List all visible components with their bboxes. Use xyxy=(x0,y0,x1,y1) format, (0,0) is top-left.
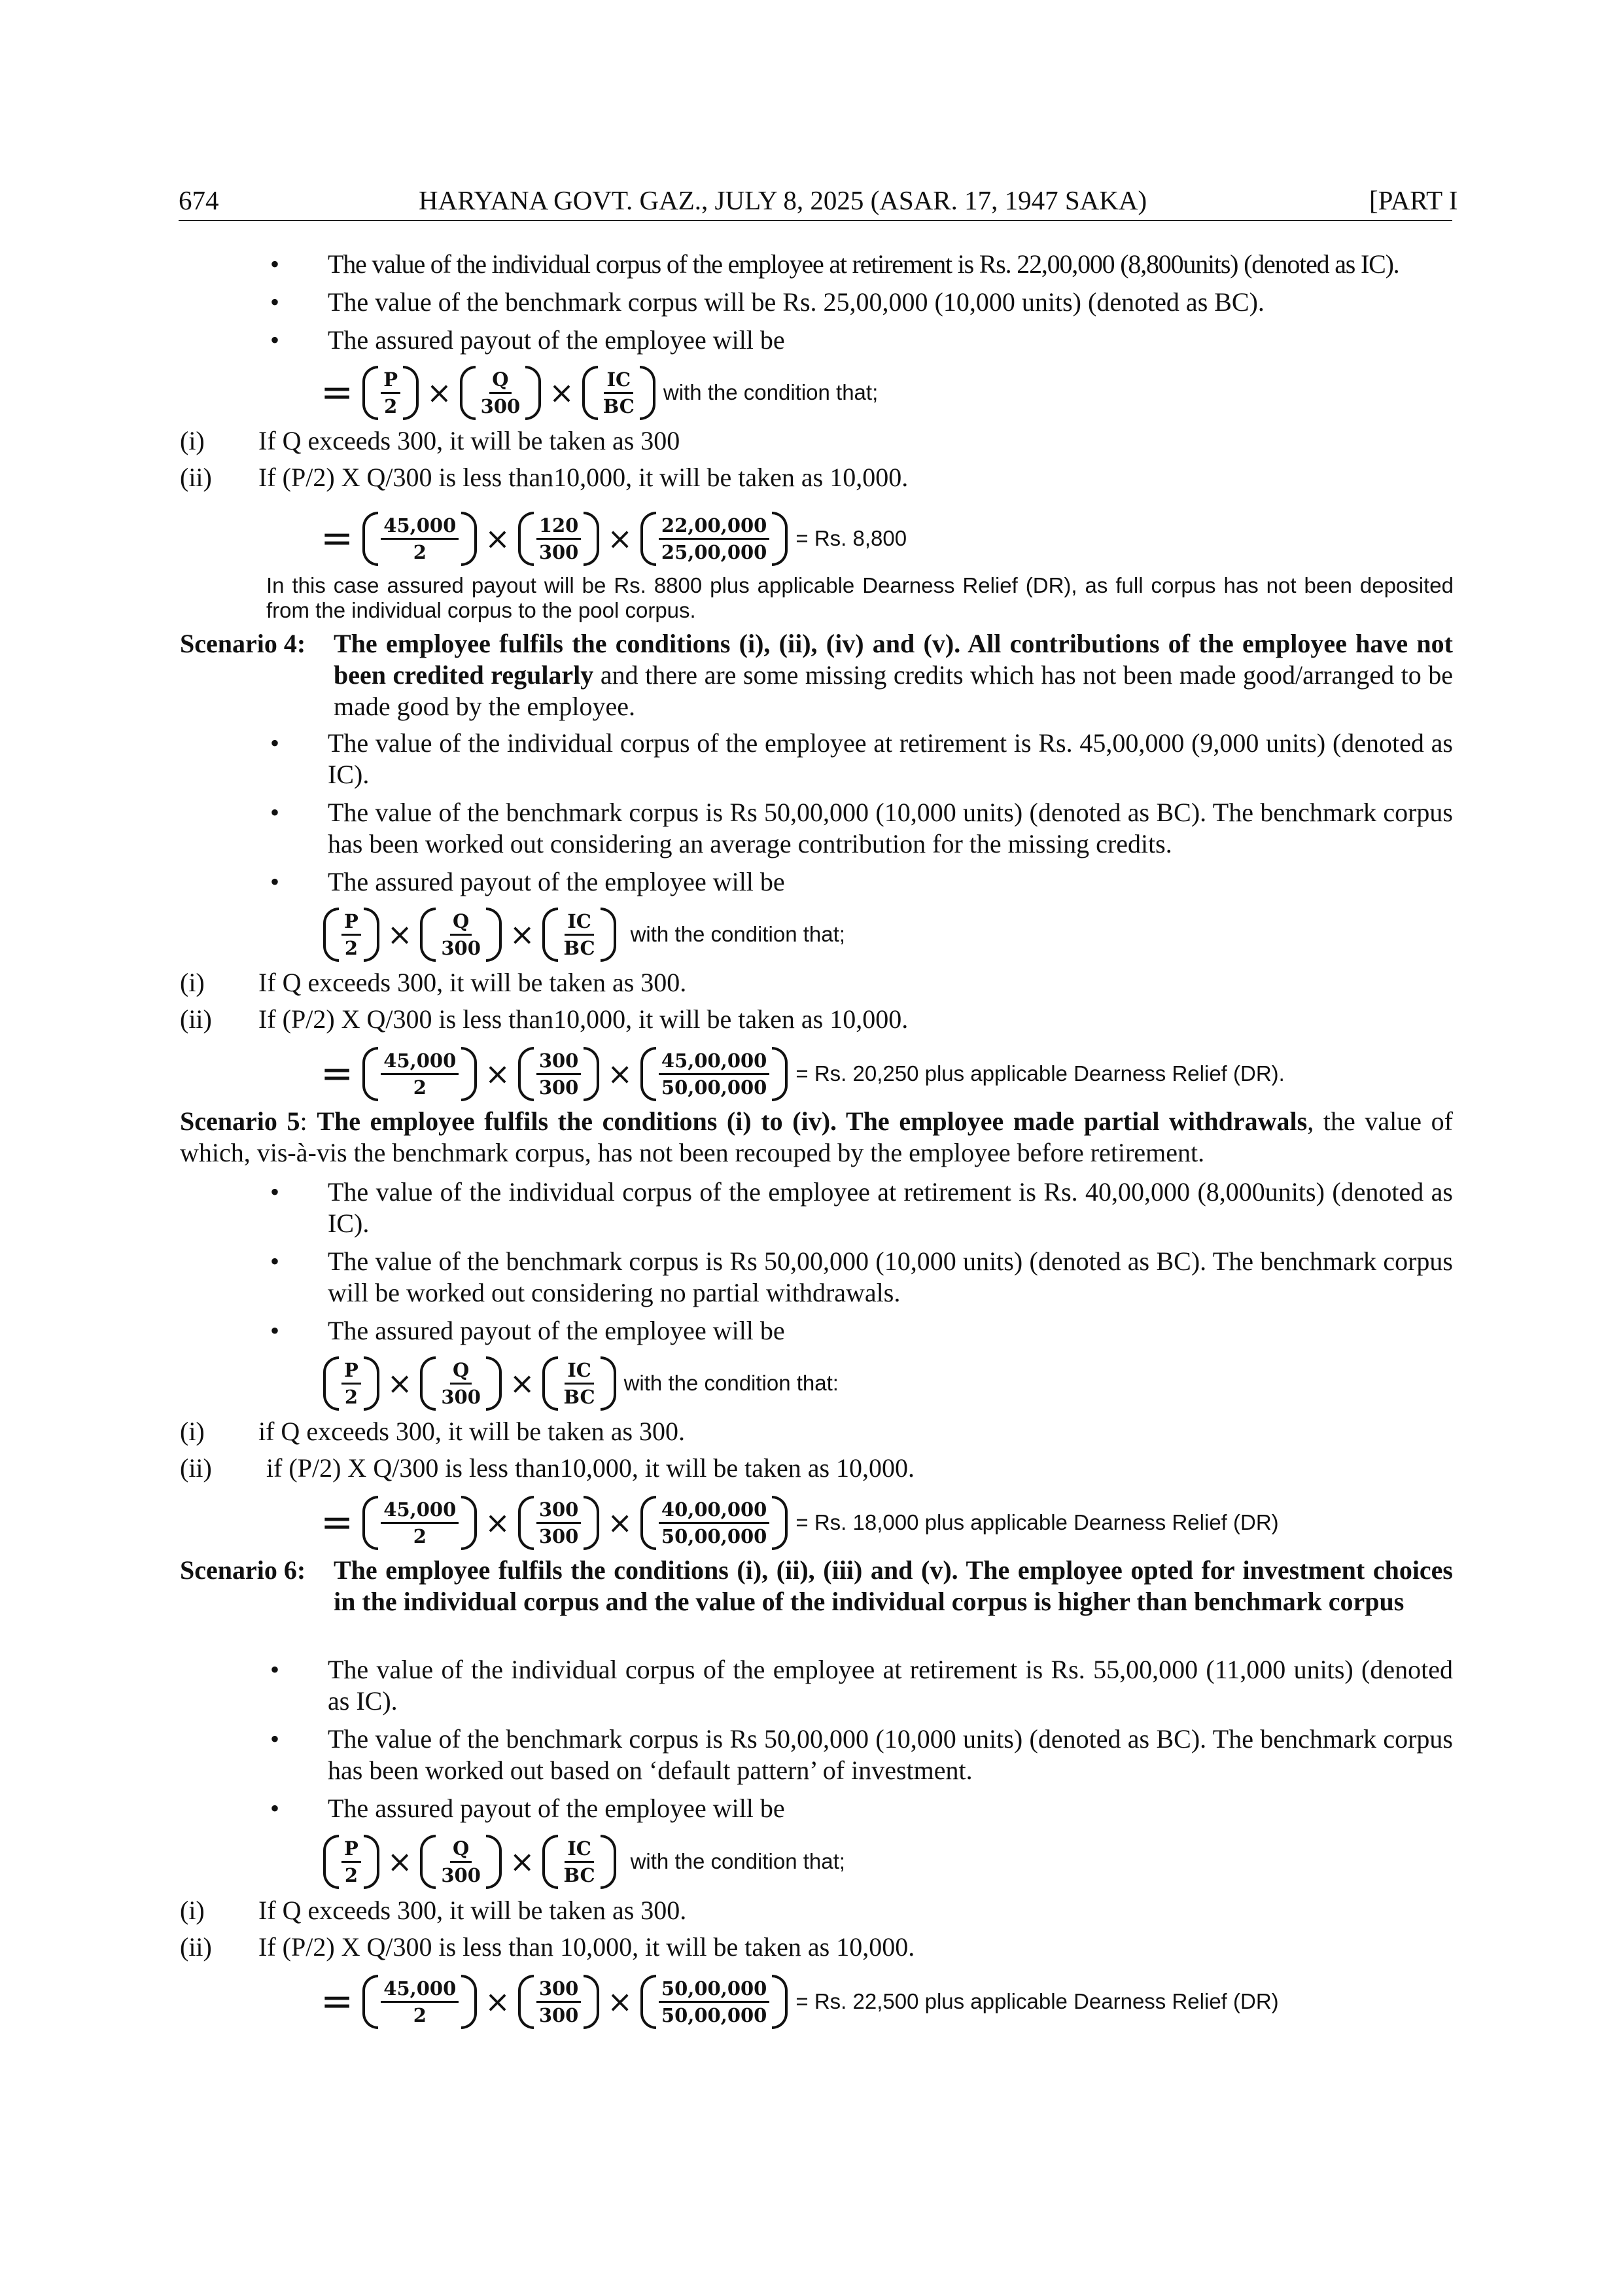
scenario-6-heading: The employee fulfils the conditions (i), (ii), (iii) and (v). The employee opted for investment choices in the individual corpus and the value of the individual corpus is higher than benchmark corpus xyxy=(334,1555,1453,1616)
roman-i: (i) xyxy=(180,426,205,455)
bullet: • xyxy=(270,1793,279,1823)
s5-formula-worked: = $\frac{45,000}{2}$ × $\frac{300}{300}$ × $\frac{40,00,000}{50,00,000}$ = Rs. 18,000 plus applicable Dearness Relief (DR) xyxy=(321,1487,1279,1559)
s3-bullet-ic: The value of the individual corpus of the employee at retirement is Rs. 22,00,000 (8,800units) (denoted as IC). xyxy=(328,249,1399,279)
bullet: • xyxy=(270,1655,279,1684)
roman-i: (i) xyxy=(180,1417,205,1446)
bullet: • xyxy=(270,1246,279,1276)
scenario-5-heading: Scenario 5: The employee fulfils the conditions (i) to (iv). The employee made partial withdrawals, the value of which, vis-à-vis the benchmark corpus, has not been recouped by the employee before retirement. xyxy=(180,1106,1454,1167)
equals-sign: = xyxy=(321,370,354,415)
s6-formula-worked: = $\frac{45,000}{2}$ × $\frac{300}{300}$ × $\frac{50,00,000}{50,00,000}$ = Rs. 22,500 plus applicable Dearness Relief (DR) xyxy=(321,1966,1279,2038)
s3-condition-i: If Q exceeds 300, it will be taken as 300 xyxy=(258,426,680,455)
roman-ii: (ii) xyxy=(180,1453,212,1483)
page-number: 674 xyxy=(179,185,219,215)
s6-bullet-bc: The value of the benchmark corpus is Rs 50,00,000 (10,000 units) (denoted as BC). The benchmark corpus has been worked out based on ‘default pattern’ of investment. xyxy=(328,1724,1453,1785)
roman-ii: (ii) xyxy=(180,1932,212,1962)
bullet: • xyxy=(270,728,279,758)
s4-formula-worked: = $\frac{45,000}{2}$ × $\frac{300}{300}$ × $\frac{45,00,000}{50,00,000}$ = Rs. 20,250 plus applicable Dearness Relief (DR). xyxy=(321,1038,1285,1110)
s6-formula-general: $\frac{P}{2}$ × $\frac{Q}{300}$ × $\frac{IC}{BC}$ with the condition that; xyxy=(323,1826,845,1898)
s5-condition-i: if Q exceeds 300, it will be taken as 300. xyxy=(258,1417,686,1446)
roman-i: (i) xyxy=(180,1896,205,1925)
scenario-6-label: Scenario 6: xyxy=(180,1555,306,1585)
formula-condition-text: with the condition that; xyxy=(630,922,845,946)
roman-ii: (ii) xyxy=(180,1004,212,1034)
scenario-5-label: Scenario 5 xyxy=(180,1106,300,1136)
s4-bullet-bc: The value of the benchmark corpus is Rs 50,00,000 (10,000 units) (denoted as BC). The benchmark corpus has been worked out considering an average contribution for the missing credits. xyxy=(328,798,1453,858)
formula-condition-text: with the condition that; xyxy=(663,380,879,404)
bullet: • xyxy=(270,798,279,827)
s3-note: In this case assured payout will be Rs. 8800 plus applicable Dearness Relief (DR), as full corpus has not been deposited from the individual corpus to the pool corpus. xyxy=(266,573,1454,622)
bullet: • xyxy=(270,1316,279,1345)
s3-bullet-bc: The value of the benchmark corpus will be Rs. 25,00,000 (10,000 units) (denoted as BC). xyxy=(328,287,1265,317)
part-label: [PART I xyxy=(1369,185,1458,215)
s5-bullet-ic: The value of the individual corpus of the employee at retirement is Rs. 40,00,000 (8,000units) (denoted as IC). xyxy=(328,1177,1453,1238)
roman-i: (i) xyxy=(180,968,205,997)
s3-formula-worked: = $\frac{45,000}{2}$ × $\frac{120}{300}$ × $\frac{22,00,000}{25,00,000}$ = Rs. 8,800 xyxy=(321,503,907,574)
scenario-4-heading: The employee fulfils the conditions (i), (ii), (iv) and (v). All contributions of the employee have not been credited regularly and there are some missing credits which has not been made good/arranged to be made good by the employee. xyxy=(334,629,1453,721)
bullet: • xyxy=(270,325,279,355)
s3-bullet-assured: The assured payout of the employee will be xyxy=(328,325,785,355)
bullet: • xyxy=(270,287,279,317)
formula-condition-text: with the condition that; xyxy=(630,1849,845,1873)
s4-condition-i: If Q exceeds 300, it will be taken as 300. xyxy=(258,968,687,997)
s6-bullet-ic: The value of the individual corpus of the employee at retirement is Rs. 55,00,000 (11,000 units) (denoted as IC). xyxy=(328,1655,1453,1716)
scenario-4-label: Scenario 4: xyxy=(180,629,306,658)
s3-formula-general: = $\frac{P}{2}$ × $\frac{Q}{300}$ × $\frac{IC}{BC}$ with the condition that; xyxy=(321,357,878,429)
bullet: • xyxy=(270,1724,279,1754)
s4-formula-general: $\frac{P}{2}$ × $\frac{Q}{300}$ × $\frac{IC}{BC}$ with the condition that; xyxy=(323,898,845,970)
s5-formula-general: $\frac{P}{2}$ × $\frac{Q}{300}$ × $\frac{IC}{BC}$ with the condition that: xyxy=(323,1347,839,1419)
s4-bullet-ic: The value of the individual corpus of the employee at retirement is Rs. 45,00,000 (9,000 units) (denoted as IC). xyxy=(328,728,1453,789)
s5-bullet-bc: The value of the benchmark corpus is Rs 50,00,000 (10,000 units) (denoted as BC). The benchmark corpus will be worked out considering no partial withdrawals. xyxy=(328,1246,1453,1307)
roman-ii: (ii) xyxy=(180,463,212,492)
s3-condition-ii: If (P/2) X Q/300 is less than10,000, it will be taken as 10,000. xyxy=(258,463,909,492)
bullet: • xyxy=(270,867,279,896)
s6-condition-i: If Q exceeds 300, it will be taken as 300. xyxy=(258,1896,687,1925)
formula-result: = Rs. 20,250 plus applicable Dearness Relief (DR). xyxy=(795,1061,1285,1086)
bullet: • xyxy=(270,249,279,279)
s6-condition-ii: If (P/2) X Q/300 is less than 10,000, it will be taken as 10,000. xyxy=(258,1932,915,1962)
header-rule xyxy=(179,220,1452,221)
gazette-title: HARYANA GOVT. GAZ., JULY 8, 2025 (ASAR. 17, 1947 SAKA) xyxy=(419,185,1147,215)
bullet: • xyxy=(270,1177,279,1207)
s5-bullet-assured: The assured payout of the employee will be xyxy=(328,1316,785,1345)
formula-result: = Rs. 18,000 plus applicable Dearness Relief (DR) xyxy=(795,1510,1279,1534)
formula-result: = Rs. 22,500 plus applicable Dearness Relief (DR) xyxy=(795,1989,1279,2013)
formula-condition-text: with the condition that: xyxy=(623,1371,839,1395)
s4-bullet-assured: The assured payout of the employee will be xyxy=(328,867,785,896)
s4-condition-ii: If (P/2) X Q/300 is less than10,000, it will be taken as 10,000. xyxy=(258,1004,909,1034)
s5-condition-ii: if (P/2) X Q/300 is less than10,000, it will be taken as 10,000. xyxy=(266,1453,915,1483)
s6-bullet-assured: The assured payout of the employee will be xyxy=(328,1793,785,1823)
formula-result: = Rs. 8,800 xyxy=(795,526,907,550)
